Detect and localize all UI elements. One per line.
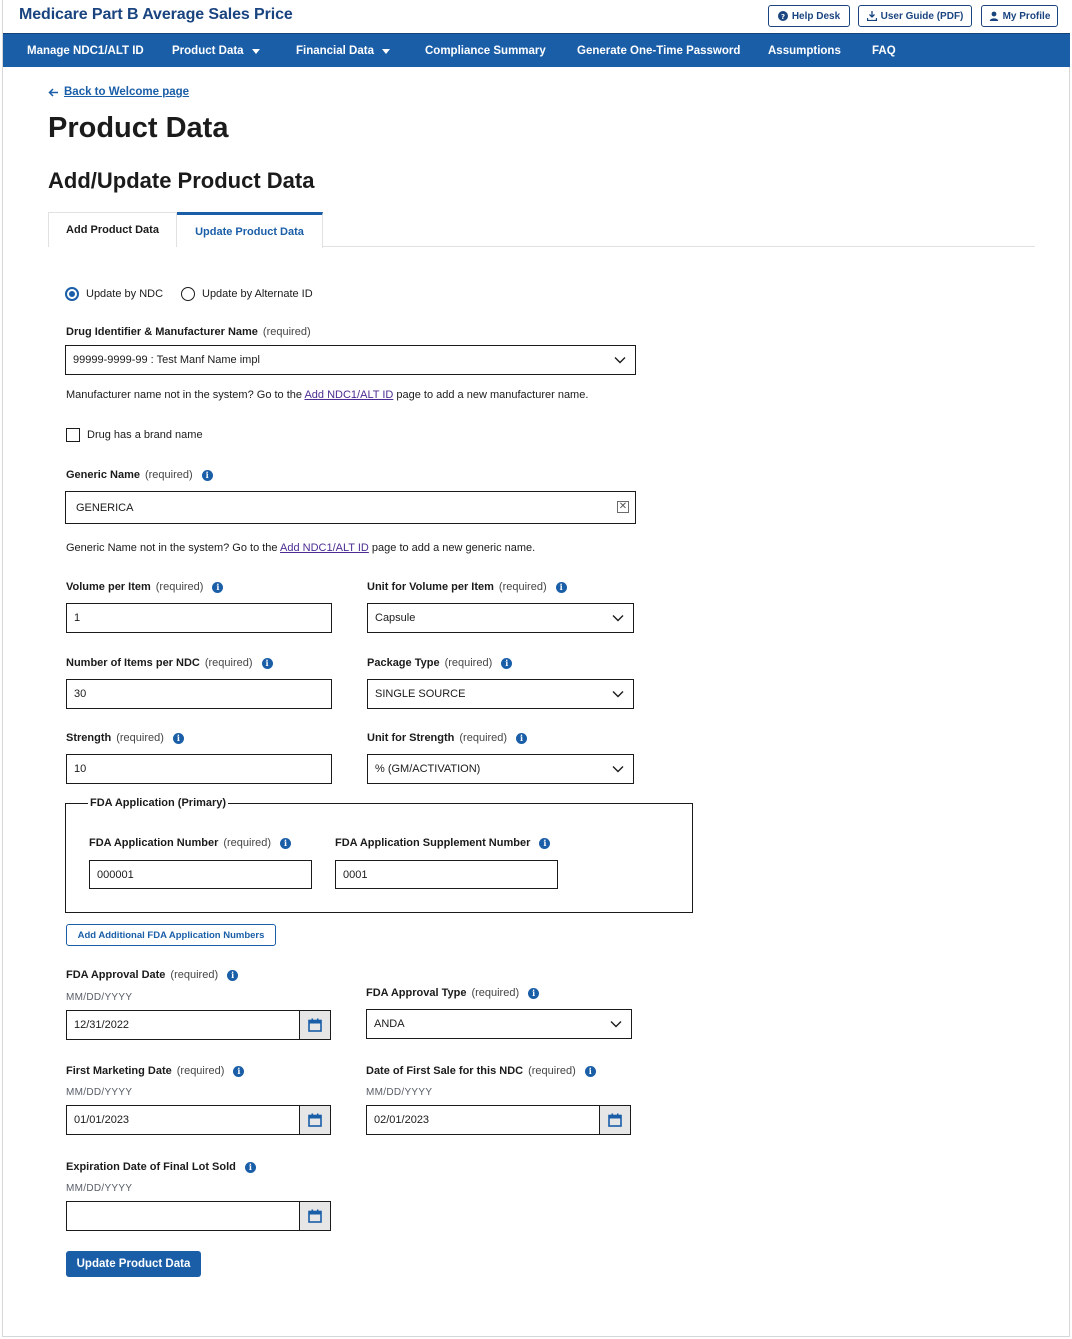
info-icon[interactable]: i	[202, 470, 213, 481]
required-text: (required)	[155, 581, 204, 593]
info-icon[interactable]: i	[227, 970, 238, 981]
svg-text:?: ?	[780, 13, 785, 21]
chevron-down-icon	[612, 764, 624, 774]
label-text: Generic Name	[66, 469, 140, 481]
radio-selected-icon	[65, 287, 79, 301]
nav-label: FAQ	[872, 45, 896, 57]
input-value: 0001	[343, 868, 368, 881]
date-format-hint: MM/DD/YYYY	[66, 992, 133, 1003]
required-text: (required)	[170, 969, 219, 981]
info-icon[interactable]: i	[173, 733, 184, 744]
label-text: Unit for Strength	[367, 732, 455, 744]
strength-input[interactable]	[66, 754, 332, 784]
tab-update-product-data[interactable]: Update Product Data	[177, 212, 323, 248]
unit-strength-select[interactable]	[367, 754, 634, 784]
first-marketing-date-label	[66, 1065, 244, 1077]
label-text: FDA Application Number	[89, 837, 219, 849]
update-product-data-button[interactable]: Update Product Data	[66, 1251, 201, 1277]
fda-approval-date-input[interactable]	[66, 1010, 331, 1040]
back-link-label: Back to Welcome page	[64, 86, 190, 98]
help-desk-label: Help Desk	[791, 10, 841, 22]
calendar-button[interactable]	[299, 1106, 330, 1134]
nav-product-data[interactable]	[172, 34, 260, 68]
strength-label	[66, 732, 184, 744]
input-value: 10	[74, 763, 87, 775]
label-text: Expiration Date of Final Lot Sold	[66, 1161, 236, 1173]
label-text: FDA Approval Date	[66, 969, 166, 981]
tab-add-product-data[interactable]: Add Product Data	[48, 212, 177, 247]
section-title: Add/Update Product Data	[48, 168, 315, 193]
fda-supplement-label	[335, 837, 550, 849]
page-title: Product Data	[48, 112, 229, 144]
my-profile-label: My Profile	[1002, 10, 1051, 22]
fda-approval-type-select[interactable]	[366, 1009, 632, 1039]
user-guide-button[interactable]	[858, 5, 972, 27]
nav-label: Assumptions	[768, 45, 841, 57]
info-icon[interactable]: i	[262, 658, 273, 669]
volume-per-item-label	[66, 581, 223, 593]
add-ndc-link[interactable]: Add NDC1/ALT ID	[304, 389, 394, 401]
helper-text: Manufacturer name not in the system? Go to the	[66, 389, 305, 401]
nav-label: Product Data	[172, 45, 244, 57]
label-text: Number of Items per NDC	[66, 657, 200, 669]
download-icon	[867, 11, 877, 21]
radio-label: Update by Alternate ID	[202, 288, 313, 300]
app-title[interactable]: Medicare Part B Average Sales Price	[19, 6, 293, 23]
required-text: (required)	[176, 1065, 225, 1077]
calendar-icon	[308, 1209, 322, 1223]
input-value: 30	[74, 688, 87, 700]
calendar-button[interactable]	[299, 1202, 330, 1230]
required-text: (required)	[144, 469, 193, 481]
select-value: SINGLE SOURCE	[375, 688, 466, 700]
input-value: 01/01/2023	[74, 1114, 130, 1126]
user-icon	[989, 11, 999, 21]
fda-application-fieldset	[65, 797, 693, 913]
date-format-hint: MM/DD/YYYY	[366, 1087, 433, 1098]
nav-label: Compliance Summary	[425, 45, 546, 57]
main-nav	[3, 33, 1070, 67]
expiration-date-input[interactable]	[66, 1201, 331, 1231]
input-value: 12/31/2022	[74, 1019, 130, 1031]
info-icon[interactable]: i	[585, 1066, 596, 1077]
fda-supplement-input[interactable]	[335, 860, 558, 889]
required-text: (required)	[444, 657, 493, 669]
required-text: (required)	[528, 1065, 576, 1077]
chevron-down-icon	[612, 689, 624, 699]
info-icon[interactable]: i	[212, 582, 223, 593]
info-icon[interactable]: i	[556, 582, 567, 593]
chevron-down-icon	[612, 613, 624, 623]
fda-application-legend: FDA Application (Primary)	[90, 797, 227, 809]
chevron-down-icon	[614, 355, 626, 365]
date-format-hint: MM/DD/YYYY	[66, 1087, 133, 1098]
generic-helper-text	[66, 542, 535, 554]
caret-down-icon	[252, 49, 260, 54]
radio-update-by-ndc[interactable]	[65, 287, 163, 301]
info-icon[interactable]: i	[516, 733, 527, 744]
nav-generate-otp[interactable]	[577, 34, 740, 68]
package-type-select[interactable]	[367, 679, 634, 709]
fda-app-number-input[interactable]	[89, 860, 312, 889]
add-fda-application-button[interactable]: Add Additional FDA Application Numbers	[66, 924, 276, 946]
info-icon[interactable]: i	[528, 988, 539, 999]
unit-strength-label	[367, 732, 527, 744]
required-text: (required)	[223, 837, 272, 849]
calendar-icon	[608, 1113, 622, 1127]
radio-label: Update by NDC	[86, 288, 164, 300]
label-text: Package Type	[367, 657, 440, 669]
volume-per-item-input[interactable]	[66, 603, 332, 633]
brand-name-checkbox[interactable]	[66, 428, 203, 442]
checkbox-icon	[66, 428, 80, 442]
helper-text: page to add a new generic name.	[368, 542, 536, 554]
label-text: Strength	[66, 732, 112, 744]
first-sale-date-input[interactable]	[366, 1105, 631, 1135]
help-icon	[778, 11, 788, 21]
items-per-ndc-label	[66, 657, 273, 669]
add-ndc-link[interactable]: Add NDC1/ALT ID	[280, 542, 369, 554]
info-icon[interactable]: i	[501, 658, 512, 669]
first-sale-date-label	[366, 1065, 596, 1077]
radio-unselected-icon	[181, 287, 195, 301]
input-value: 000001	[97, 868, 134, 881]
calendar-icon	[308, 1018, 322, 1032]
unit-volume-select[interactable]	[367, 603, 634, 633]
label-text: FDA Approval Type	[366, 987, 467, 999]
fda-approval-date-label	[66, 969, 238, 981]
label-text: Volume per Item	[66, 581, 151, 593]
expiration-date-label	[66, 1161, 256, 1173]
calendar-button[interactable]	[599, 1106, 630, 1134]
label-text: Date of First Sale for this NDC	[366, 1065, 524, 1077]
nav-label: Manage NDC1/ALT ID	[27, 45, 144, 57]
chevron-down-icon	[610, 1019, 622, 1029]
drug-identifier-label	[66, 326, 311, 338]
required-text: (required)	[471, 987, 520, 999]
clear-icon[interactable]: ✕	[618, 501, 628, 512]
arrow-left-icon	[48, 87, 59, 98]
items-per-ndc-input[interactable]	[66, 679, 332, 709]
generic-name-combobox[interactable]	[65, 491, 636, 524]
unit-volume-label	[367, 581, 567, 593]
nav-label: Financial Data	[296, 45, 374, 57]
select-value: ANDA	[374, 1018, 405, 1030]
my-profile-button[interactable]	[981, 5, 1058, 27]
input-value: 1	[74, 612, 81, 624]
required-text: (required)	[116, 732, 164, 744]
required-text: (required)	[459, 732, 508, 744]
info-icon[interactable]: i	[233, 1066, 244, 1077]
select-value: % (GM/ACTIVATION)	[375, 763, 481, 775]
package-type-label	[367, 657, 512, 669]
info-icon[interactable]: i	[280, 838, 291, 849]
label-text: Unit for Volume per Item	[367, 581, 494, 593]
select-value: 99999-9999-99 : Test Manf Name impl	[73, 354, 260, 366]
drug-identifier-select[interactable]	[65, 345, 636, 375]
first-marketing-date-input[interactable]	[66, 1105, 331, 1135]
nav-faq[interactable]	[872, 34, 896, 68]
helper-text: Generic Name not in the system? Go to the	[66, 542, 280, 554]
label-text: First Marketing Date	[66, 1065, 172, 1077]
nav-compliance-summary[interactable]	[425, 34, 546, 68]
nav-financial-data[interactable]	[296, 34, 390, 68]
calendar-button[interactable]	[299, 1011, 330, 1039]
required-text: (required)	[262, 326, 311, 338]
combobox-value: GENERICA	[76, 501, 134, 514]
date-format-hint: MM/DD/YYYY	[66, 1183, 133, 1194]
required-text: (required)	[204, 657, 253, 669]
info-icon[interactable]: i	[539, 838, 550, 849]
info-icon[interactable]: i	[245, 1162, 256, 1173]
label-text: Drug Identifier & Manufacturer Name	[66, 326, 258, 338]
help-desk-button[interactable]	[768, 5, 850, 27]
site-header	[3, 0, 1070, 33]
required-text: (required)	[498, 581, 547, 593]
select-value: Capsule	[375, 612, 416, 624]
input-value: 02/01/2023	[374, 1114, 430, 1126]
manufacturer-helper-text	[66, 389, 588, 401]
radio-update-by-alt-id[interactable]	[181, 287, 313, 301]
checkbox-label: Drug has a brand name	[87, 429, 203, 441]
back-to-welcome-link[interactable]	[48, 86, 189, 98]
fda-approval-type-label	[366, 987, 539, 999]
nav-manage-ndc[interactable]	[27, 34, 144, 68]
generic-name-label	[66, 469, 213, 481]
user-guide-label: User Guide (PDF)	[880, 10, 964, 22]
nav-assumptions[interactable]	[768, 34, 841, 68]
helper-text: page to add a new manufacturer name.	[393, 389, 589, 401]
label-text: FDA Application Supplement Number	[335, 837, 531, 849]
fda-app-number-label	[89, 837, 291, 849]
nav-label: Generate One-Time Password	[577, 45, 741, 57]
caret-down-icon	[382, 49, 390, 54]
calendar-icon	[308, 1113, 322, 1127]
